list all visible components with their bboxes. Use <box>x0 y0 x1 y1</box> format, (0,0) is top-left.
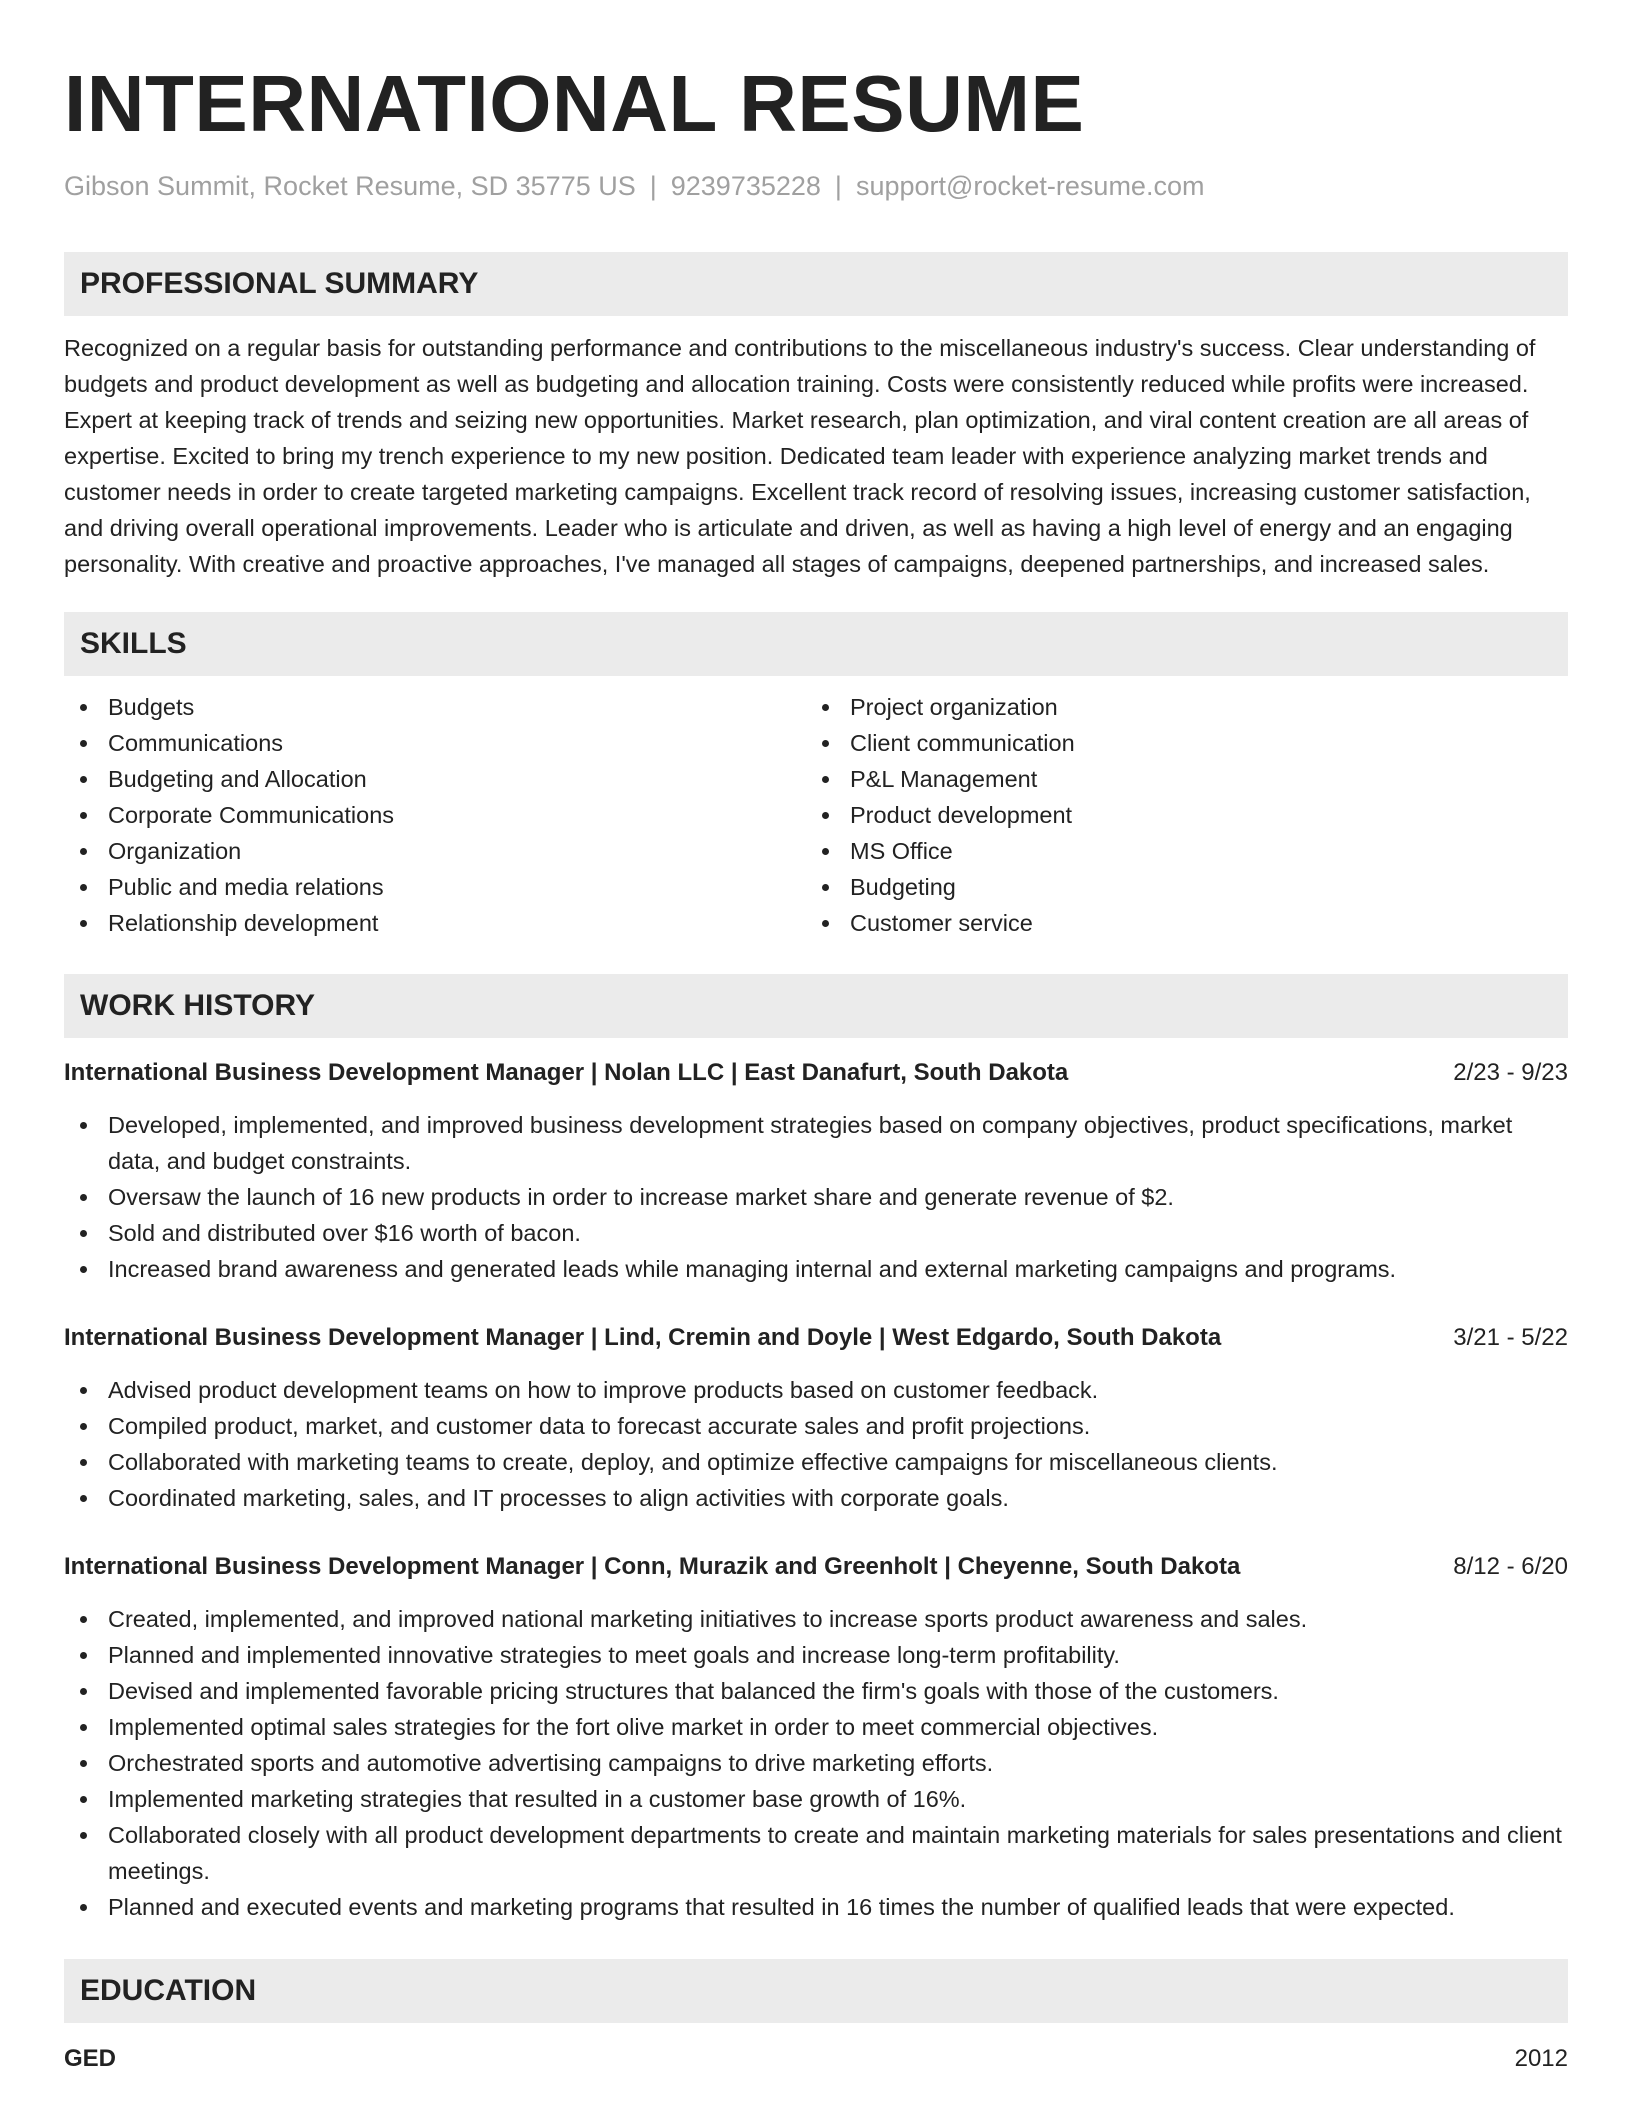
list-item <box>64 689 806 725</box>
summary-text: Recognized on a regular basis for outstanding performance and contributions to the miscellaneous industry's success. Clear understanding of budgets and product development as well as budgeting and allocation training. Costs were consistently reduced while profits were increased. Expert at keeping track of trends and seizing new opportunities. Market research, plan optimization, and viral content creation are all areas of expertise. Excited to bring my trench experience to my new position. Dedicated team leader with experience analyzing market trends and customer needs in order to create targeted marketing campaigns. Excellent track record of resolving issues, increasing customer satisfaction, and driving overall operational improvements. Leader who is articulate and driven, as well as having a high level of energy and an engaging personality. With creative and proactive approaches, I've managed all stages of campaigns, deepened partnerships, and increased sales. <box>64 335 1536 577</box>
contact-email: support@rocket-resume.com <box>855 171 1205 201</box>
bullet-icon <box>80 920 87 927</box>
list-item <box>806 869 1548 905</box>
list-item <box>64 725 806 761</box>
list-item-text: Public and media relations <box>108 874 384 900</box>
job-title: International Business Development Manager | Nolan LLC | East Danafurt, South Dakota <box>64 1059 1069 1086</box>
contact-line <box>64 168 1568 204</box>
skills-grid <box>64 689 1568 941</box>
list-item-text: Relationship development <box>108 910 379 936</box>
section-header-education <box>64 1959 1568 2023</box>
bullet-icon <box>80 1423 87 1430</box>
list-item-text: Created, implemented, and improved national marketing initiatives to increase sports product awareness and sales. <box>108 1606 1308 1632</box>
job-bullets <box>64 1372 1568 1516</box>
job-bullets <box>64 1107 1568 1287</box>
list-item <box>806 905 1548 941</box>
bullet-icon <box>80 1495 87 1502</box>
list-item-text: Client communication <box>850 730 1075 756</box>
list-item-text: P&L Management <box>850 766 1038 792</box>
list-item <box>64 1480 1568 1516</box>
list-item <box>64 869 806 905</box>
bullet-icon <box>80 1652 87 1659</box>
job-header <box>64 1055 1568 1091</box>
bullet-icon <box>80 812 87 819</box>
bullet-icon <box>80 1904 87 1911</box>
contact-separator: | <box>649 171 657 201</box>
list-item <box>806 725 1548 761</box>
list-item <box>64 1444 1568 1480</box>
section-title: WORK HISTORY <box>80 989 316 1022</box>
list-item-text: Devised and implemented favorable pricing structures that balanced the firm's goals with those of the customers. <box>108 1678 1279 1704</box>
list-item-text: Organization <box>108 838 242 864</box>
job-header <box>64 1549 1568 1585</box>
list-item <box>64 833 806 869</box>
list-item <box>64 761 806 797</box>
list-item-text: Implemented marketing strategies that resulted in a customer base growth of 16%. <box>108 1786 967 1812</box>
bullet-icon <box>80 776 87 783</box>
list-item <box>64 1889 1568 1925</box>
list-item <box>64 1781 1568 1817</box>
skills-column-right <box>806 689 1548 941</box>
bullet-icon <box>80 1122 87 1129</box>
education-year: 2012 <box>1514 2045 1568 2072</box>
list-item-text: Advised product development teams on how to improve products based on customer feedback. <box>108 1377 1099 1403</box>
list-item <box>64 797 806 833</box>
list-item-text: Increased brand awareness and generated leads while managing internal and external marketing campaigns and programs. <box>108 1256 1397 1282</box>
list-item-text: Collaborated with marketing teams to create, deploy, and optimize effective campaigns for miscellaneous clients. <box>108 1449 1278 1475</box>
list-item <box>806 797 1548 833</box>
education-degree: GED <box>64 2045 117 2072</box>
job-entry <box>64 1055 1568 1287</box>
section-title: SKILLS <box>80 627 187 660</box>
list-item-text: Orchestrated sports and automotive advertising campaigns to drive marketing efforts. <box>108 1750 994 1776</box>
section-title: EDUCATION <box>80 1974 257 2007</box>
skills-column-left <box>64 689 806 941</box>
list-item <box>64 1179 1568 1215</box>
list-item <box>64 1673 1568 1709</box>
job-bullets <box>64 1601 1568 1925</box>
list-item-text: Planned and implemented innovative strategies to meet goals and increase long-term profitability. <box>108 1642 1120 1668</box>
job-dates: 8/12 - 6/20 <box>1453 1553 1568 1580</box>
bullet-icon <box>80 848 87 855</box>
list-item-text: Customer service <box>850 910 1033 936</box>
bullet-icon <box>80 704 87 711</box>
job-header <box>64 1320 1568 1356</box>
bullet-icon <box>822 920 829 927</box>
list-item-text: Budgets <box>108 694 195 720</box>
bullet-icon <box>822 704 829 711</box>
bullet-icon <box>80 1266 87 1273</box>
list-item-text: Sold and distributed over $16 worth of bacon. <box>108 1220 581 1246</box>
list-item-text: Corporate Communications <box>108 802 395 828</box>
list-item <box>64 1408 1568 1444</box>
list-item-text: Compiled product, market, and customer data to forecast accurate sales and profit projections. <box>108 1413 1091 1439</box>
bullet-icon <box>80 1796 87 1803</box>
bullet-icon <box>80 1760 87 1767</box>
list-item <box>64 1107 1568 1179</box>
list-item-text: Developed, implemented, and improved business development strategies based on company objectives, product specifications, market data, and budget constraints. <box>108 1112 1513 1174</box>
bullet-icon <box>80 1387 87 1394</box>
bullet-icon <box>822 776 829 783</box>
list-item-text: Implemented optimal sales strategies for the fort olive market in order to meet commercial objectives. <box>108 1714 1159 1740</box>
list-item <box>64 905 806 941</box>
bullet-icon <box>80 1724 87 1731</box>
job-title: International Business Development Manager | Lind, Cremin and Doyle | West Edgardo, South Dakota <box>64 1324 1222 1351</box>
list-item-text: Product development <box>850 802 1073 828</box>
section-header-summary <box>64 252 1568 316</box>
job-entry <box>64 1549 1568 1925</box>
list-item <box>64 1745 1568 1781</box>
work-history-list <box>64 1055 1568 1925</box>
bullet-icon <box>822 740 829 747</box>
list-item-text: MS Office <box>850 838 953 864</box>
job-dates: 2/23 - 9/23 <box>1453 1059 1568 1086</box>
list-item-text: Budgeting <box>850 874 956 900</box>
list-item <box>64 1601 1568 1637</box>
list-item <box>64 1637 1568 1673</box>
list-item-text: Budgeting and Allocation <box>108 766 367 792</box>
section-header-skills <box>64 612 1568 676</box>
bullet-icon <box>80 884 87 891</box>
bullet-icon <box>80 1194 87 1201</box>
bullet-icon <box>822 812 829 819</box>
list-item <box>806 761 1548 797</box>
contact-phone: 9239735228 <box>670 171 821 201</box>
list-item-text: Communications <box>108 730 284 756</box>
bullet-icon <box>822 848 829 855</box>
list-item-text: Planned and executed events and marketing programs that resulted in 16 times the number of qualified leads that were expected. <box>108 1894 1455 1920</box>
list-item-text: Coordinated marketing, sales, and IT processes to align activities with corporate goals. <box>108 1485 1009 1511</box>
job-title: International Business Development Manager | Conn, Murazik and Greenholt | Cheyenne, South Dakota <box>64 1553 1241 1580</box>
job-dates: 3/21 - 5/22 <box>1453 1324 1568 1351</box>
section-header-work-history <box>64 974 1568 1038</box>
list-item <box>64 1817 1568 1889</box>
bullet-icon <box>80 1230 87 1237</box>
list-item <box>806 689 1548 725</box>
bullet-icon <box>80 740 87 747</box>
bullet-icon <box>822 884 829 891</box>
bullet-icon <box>80 1832 87 1839</box>
list-item <box>64 1372 1568 1408</box>
bullet-icon <box>80 1688 87 1695</box>
contact-address: Gibson Summit, Rocket Resume, SD 35775 US <box>64 171 636 201</box>
bullet-icon <box>80 1459 87 1466</box>
list-item <box>64 1215 1568 1251</box>
resume-name: INTERNATIONAL RESUME <box>64 59 1085 148</box>
list-item <box>64 1709 1568 1745</box>
list-item-text: Project organization <box>850 694 1058 720</box>
list-item <box>806 833 1548 869</box>
job-entry <box>64 1320 1568 1516</box>
list-item-text: Collaborated closely with all product development departments to create and maintain marketing materials for sales presentations and client meetings. <box>108 1822 1562 1884</box>
list-item <box>64 1251 1568 1287</box>
contact-separator: | <box>834 171 842 201</box>
section-title: PROFESSIONAL SUMMARY <box>80 267 479 300</box>
bullet-icon <box>80 1616 87 1623</box>
list-item-text: Oversaw the launch of 16 new products in order to increase market share and generate revenue of $2. <box>108 1184 1174 1210</box>
education-entry <box>64 2041 1568 2077</box>
